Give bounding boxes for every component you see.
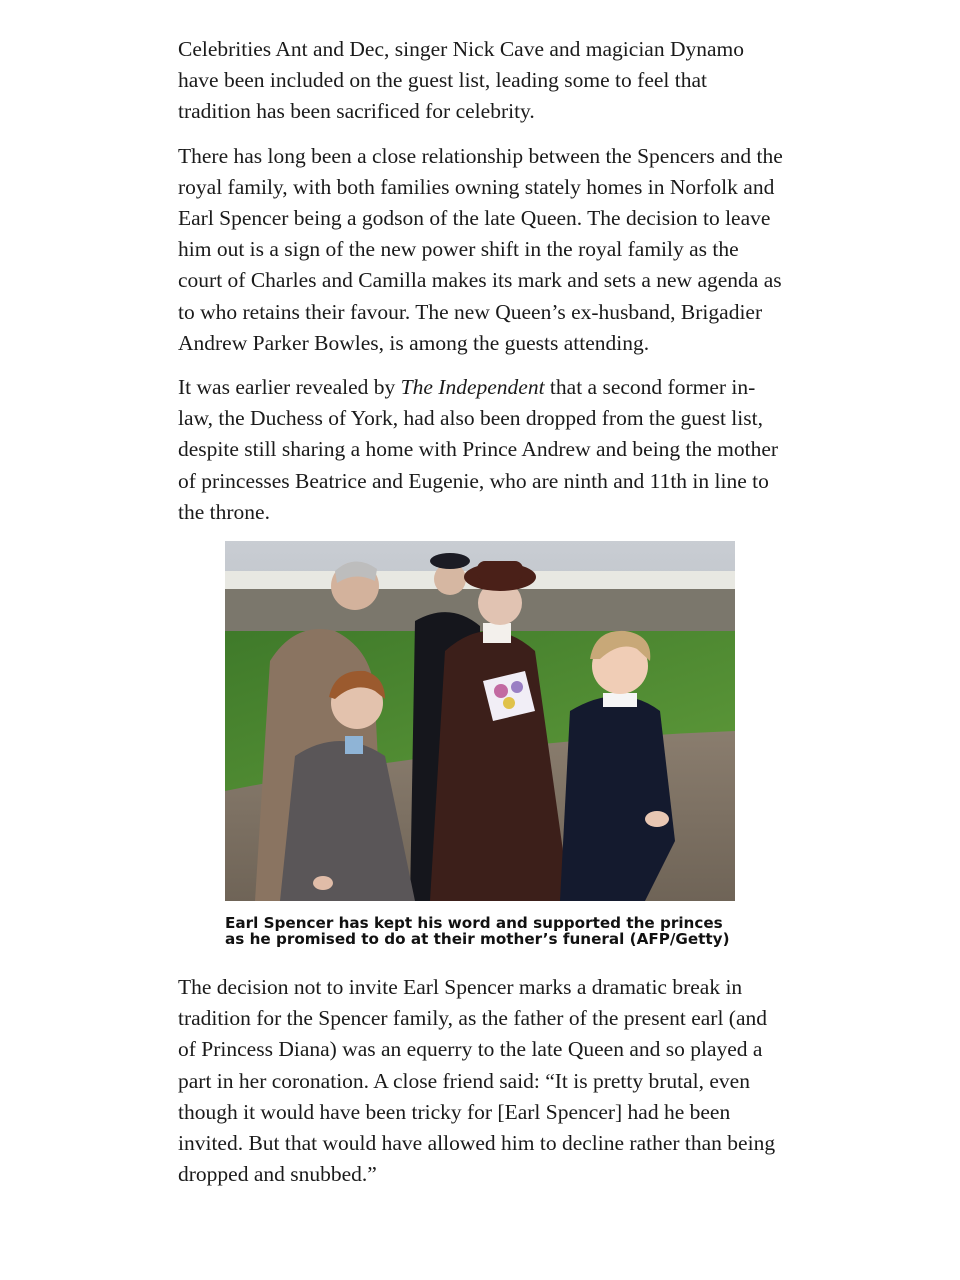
paragraph-3-text-start: It was earlier revealed by [178, 375, 401, 400]
paragraph-4: The decision not to invite Earl Spencer marks a dramatic break in tradition for the Spencer family, as the father of the present earl (and of Princess Diana) was an equerry to the late Queen and so played a part in her coronation. A close friend said: “It is pretty brutal, even though it would have been tricky for [Earl Spencer] had he been invited. But that would have allowed him to decline rather than being dropped and snubbed.” [178, 975, 776, 1187]
article-figure [225, 541, 735, 947]
publication-name: The Independent [400, 375, 545, 400]
article-photo [225, 541, 735, 901]
article-body [178, 34, 784, 1203]
paragraph-2: There has long been a close relationship between the Spencers and the royal family, with both families owning stately homes in Norfolk and Earl Spencer being a godson of the late Queen. The decision to leave him out is a sign of the new power shift in the royal family as the court of Charles and Camilla makes its mark and sets a new agenda as to who retains their favour. The new Queen’s ex-husband, Brigadier Andrew Parker Bowles, is among the guests attending. [178, 143, 783, 355]
paragraph-1: Celebrities Ant and Dec, singer Nick Cave and magician Dynamo have been included on the guest list, leading some to feel that tradition has been sacrificed for celebrity. [178, 37, 745, 124]
photo-caption: Earl Spencer has kept his word and supported the princes as he promised to do at their mother’s funeral (AFP/Getty) [225, 914, 730, 949]
paragraph-3-text-end: that a second former in-law, the Duchess of York, had also been dropped from the guest list, despite still sharing a home with Prince Andrew and being the mother of princesses Beatrice and Eugenie, who are ninth and 11th in line to the throne. [178, 375, 779, 524]
paragraph-3 [178, 372, 784, 528]
